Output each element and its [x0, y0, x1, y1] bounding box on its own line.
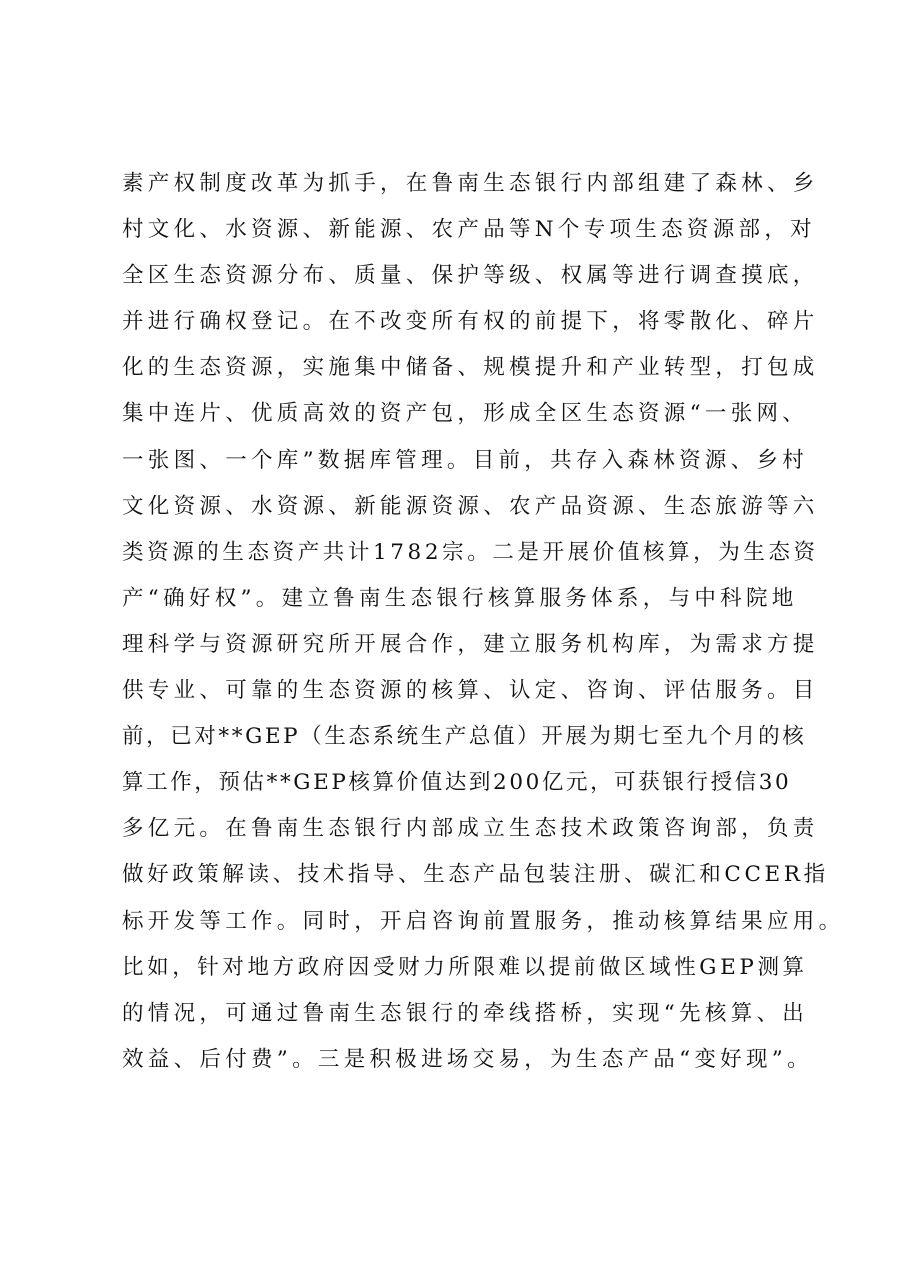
text-line: 素产权制度改革为抓手，在鲁南生态银行内部组建了森林、乡	[122, 171, 819, 196]
text-line: 产“确好权”。建立鲁南生态银行核算服务体系，与中科院地	[122, 585, 798, 611]
text-line: 做好政策解读、技术指导、生态产品包装注册、碳汇和CCER指	[122, 862, 829, 888]
text-line: 供专业、可靠的生态资源的核算、认定、咨询、评估服务。目	[122, 678, 819, 704]
text-line: 并进行确权登记。在不改变所有权的前提下，将零散化、碎片	[122, 309, 819, 335]
text-line: 集中连片、优质高效的资产包，形成全区生态资源“一张网、	[122, 401, 809, 427]
text-line: 一张图、一个库”数据库管理。目前，共存入森林资源、乡村	[122, 447, 809, 473]
text-line: 比如，针对地方政府因受财力所限难以提前做区域性GEP测算	[122, 954, 808, 980]
text-line: 理科学与资源研究所开展合作，建立服务机构库，为需求方提	[122, 631, 819, 657]
text-line: 标开发等工作。同时，开启咨询前置服务，推动核算结果应用。	[122, 908, 845, 934]
text-line: 算工作，预估**GEP核算价值达到200亿元，可获银行授信30	[122, 770, 792, 796]
body-text	[122, 161, 845, 1083]
text-line: 的情况，可通过鲁南生态银行的牵线搭桥，实现“先核算、出	[122, 1000, 809, 1026]
text-line: 化的生态资源，实施集中储备、规模提升和产业转型，打包成	[122, 355, 819, 381]
text-line: 全区生态资源分布、质量、保护等级、权属等进行调查摸底，	[122, 263, 819, 289]
text-line: 前，已对**GEP（生态系统生产总值）开展为期七至九个月的核	[122, 724, 807, 750]
text-line: 多亿元。在鲁南生态银行内部成立生态技术政策咨询部，负责	[122, 816, 819, 842]
text-line: 村文化、水资源、新能源、农产品等N个专项生态资源部，对	[122, 217, 816, 243]
text-line: 效益、后付费”。三是积极进场交易，为生态产品“变好现”。	[122, 1046, 813, 1072]
text-line: 文化资源、水资源、新能源资源、农产品资源、生态旅游等六	[122, 493, 819, 519]
text-line: 类资源的生态资产共计1782宗。二是开展价值核算，为生态资	[122, 539, 819, 565]
